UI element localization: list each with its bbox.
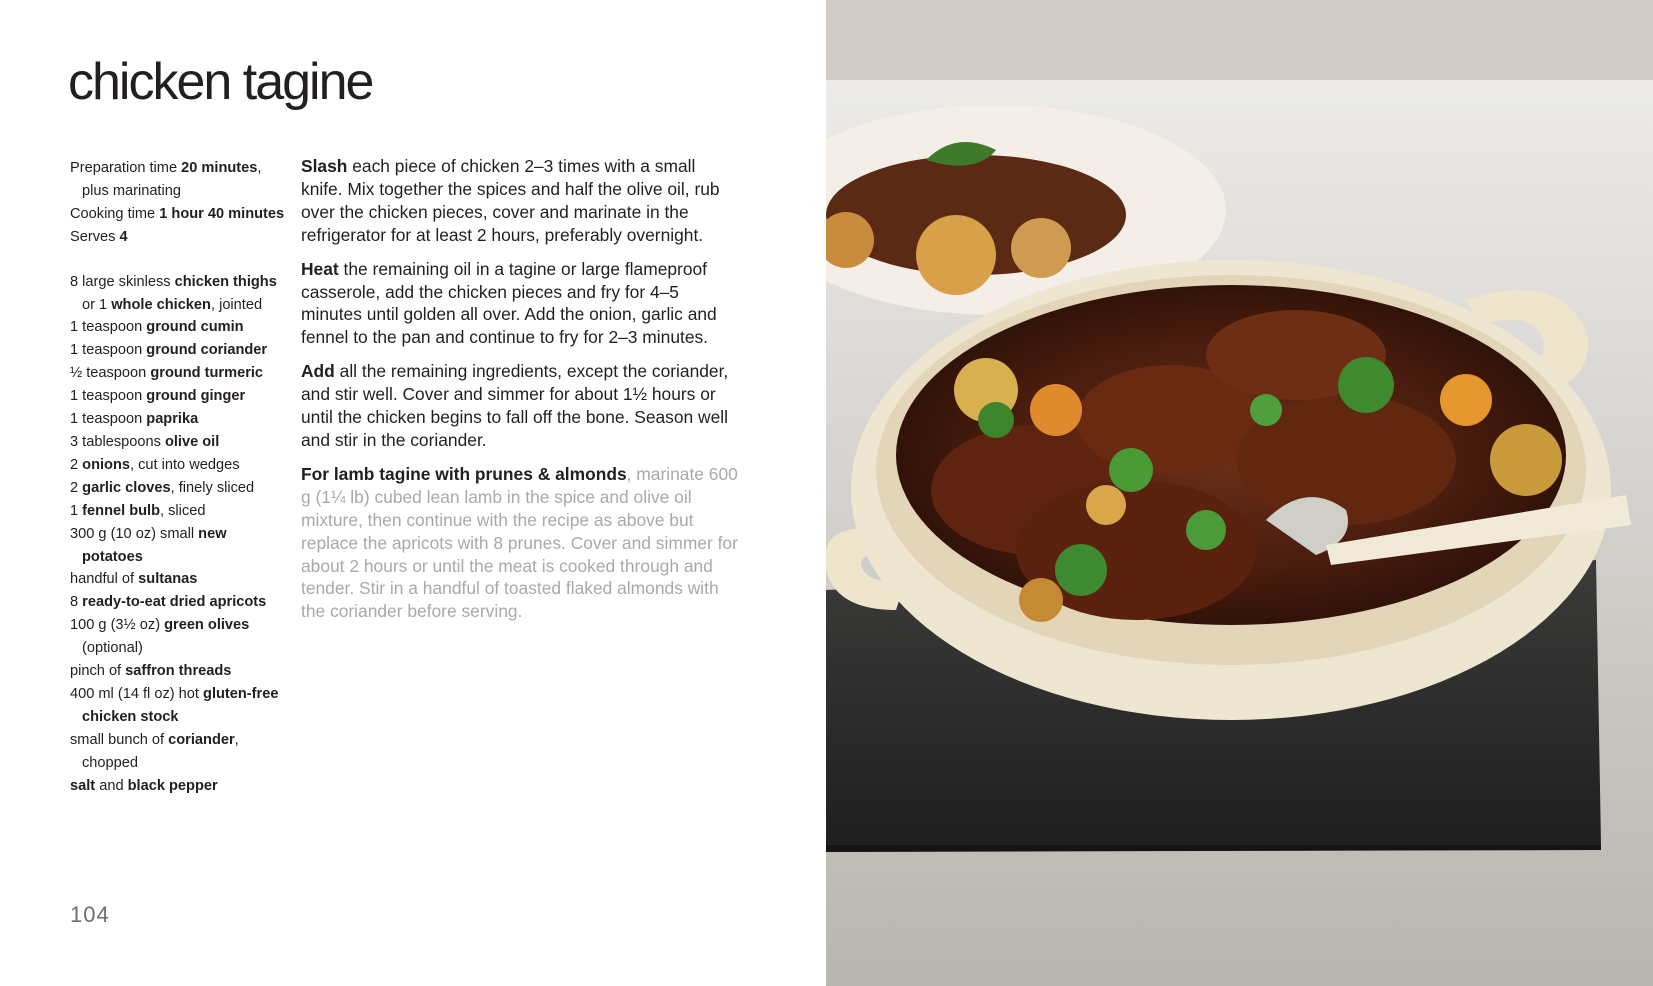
ingredient-item [70, 500, 285, 523]
page-number: 104 [70, 902, 110, 927]
ingredient-name: fennel bulb [82, 502, 161, 519]
ingredient-item [70, 775, 285, 798]
variation-text: , marinate 600 g (1¼ lb) cubed lean lamb in the spice and olive oil mixture, then continue with the recipe as above but replace the apricots with 8 prunes. Cover and simmer for about 2 hours or until the meat is cooked through and tender. Stir in a handful of toasted flaked almonds with the coriander before serving. [301, 463, 738, 622]
ingredient-item [70, 454, 285, 477]
ingredient-name: sultanas [138, 571, 198, 588]
ingredient-quantity: 1 teaspoon [70, 319, 147, 336]
ingredient-item [70, 362, 285, 385]
ingredient-item [70, 614, 285, 660]
method-step-text: all the remaining ingredients, except the coriander, and stir well. Cover and simmer for about 1½ hours or until the chicken begins to fall off the bone. Season well and stir in the coriander. [301, 361, 729, 450]
ingredient-name: salt [70, 777, 96, 794]
method-step-text: the remaining oil in a tagine or large flameproof casserole, add the chicken pieces and fry for 4–5 minutes until golden all over. Add the onion, garlic and fennel to the pan and continue to fry for 2–3 minutes. [301, 258, 717, 348]
ingredient-name: gluten-free chicken stock [82, 685, 279, 725]
ingredient-name: ready-to-eat dried apricots [82, 594, 267, 611]
ingredient-name: whole chicken [111, 296, 211, 313]
ingredient-item [70, 271, 285, 317]
serves-value: 4 [119, 228, 128, 245]
ingredient-name: chicken thighs [174, 273, 277, 290]
ingredient-quantity: 2 [70, 456, 83, 473]
ingredient-name: paprika [146, 411, 199, 428]
ingredient-item [70, 523, 285, 569]
ingredient-quantity: ½ teaspoon [70, 365, 151, 382]
method-step [301, 360, 741, 452]
ingredient-quantity: 100 g (3½ oz) [70, 617, 165, 634]
method-step [301, 258, 741, 350]
ingredient-quantity: , chopped [82, 731, 239, 771]
ingredient-quantity: small bunch of [70, 731, 169, 748]
ingredient-name: onions [82, 456, 131, 473]
ingredient-item [70, 729, 285, 775]
ingredient-name: ground coriander [146, 342, 268, 359]
method-column [301, 155, 741, 634]
ingredient-name: ground cumin [146, 319, 244, 336]
prep-time-note: , plus marinating [82, 160, 262, 199]
ingredient-quantity: 300 g (10 oz) small [70, 525, 199, 542]
method-step-text: each piece of chicken 2–3 times with a small knife. Mix together the spices and half the olive oil, rub over the chicken pieces, cover and marinate in the refrigerator for at least 2 hours, preferably overnight. [301, 156, 720, 245]
ingredient-quantity: or 1 [82, 296, 112, 313]
ingredient-quantity: handful of [70, 571, 139, 588]
ingredient-item [70, 591, 285, 614]
method-step-lead: Add [301, 361, 335, 382]
prep-time-label: Preparation time [70, 160, 182, 176]
ingredient-quantity: 1 [70, 502, 83, 519]
ingredient-name: new potatoes [82, 525, 227, 565]
spacer [70, 249, 285, 271]
ingredient-quantity: 8 [70, 594, 83, 611]
method-step-lead: Heat [301, 258, 339, 279]
ingredient-item [70, 385, 285, 408]
ingredient-item [70, 568, 285, 591]
ingredient-name: black pepper [127, 777, 218, 794]
prep-time [70, 157, 285, 203]
cooking-time-label: Cooking time [70, 205, 160, 222]
variation-lead: For lamb tagine with prunes & almonds [301, 463, 627, 484]
tagine-dish-illustration [826, 0, 1653, 986]
ingredient-quantity: 1 teaspoon [70, 411, 147, 428]
ingredient-quantity: 1 teaspoon [70, 342, 147, 359]
ingredient-item [70, 431, 285, 454]
food-photo [826, 0, 1653, 986]
cooking-time-value: 1 hour 40 minutes [159, 205, 285, 222]
ingredient-item [70, 660, 285, 683]
ingredient-quantity: 3 tablespoons [70, 433, 165, 450]
ingredient-item [70, 316, 285, 339]
ingredient-quantity: 8 large skinless [70, 273, 175, 290]
ingredient-name: garlic cloves [82, 479, 171, 496]
serves [70, 226, 285, 249]
ingredient-quantity: 2 [70, 479, 83, 496]
ingredient-quantity: (optional) [82, 640, 143, 657]
ingredient-name: ground ginger [146, 388, 246, 405]
ingredient-quantity: and [95, 777, 128, 794]
prep-time-value: 20 minutes [181, 160, 258, 176]
method-step-lead: Slash [301, 156, 348, 176]
ingredient-name: ground turmeric [150, 365, 264, 382]
ingredient-name: olive oil [164, 433, 220, 450]
ingredient-item [70, 683, 285, 729]
ingredient-item [70, 477, 285, 500]
ingredient-name: coriander [168, 731, 235, 748]
cooking-time [70, 203, 285, 226]
recipe-info-column [70, 157, 285, 797]
recipe-title: chicken tagine [68, 53, 373, 111]
ingredient-quantity: , finely sliced [170, 479, 255, 496]
ingredient-item [70, 339, 285, 362]
ingredient-quantity: , jointed [210, 296, 263, 313]
method-step [301, 155, 741, 247]
ingredients-list [70, 271, 285, 798]
ingredient-quantity: , sliced [160, 502, 206, 519]
ingredient-quantity: 400 ml (14 fl oz) hot [70, 685, 204, 702]
ingredient-item [70, 408, 285, 431]
ingredient-quantity: pinch of [70, 663, 126, 680]
ingredient-name: green olives [164, 617, 250, 634]
serves-label: Serves [70, 228, 120, 245]
ingredient-quantity: 1 teaspoon [70, 388, 147, 405]
ingredient-quantity: , cut into wedges [130, 456, 240, 473]
recipe-page [0, 0, 826, 986]
variation-note [301, 463, 741, 623]
ingredient-name: saffron threads [125, 663, 232, 680]
